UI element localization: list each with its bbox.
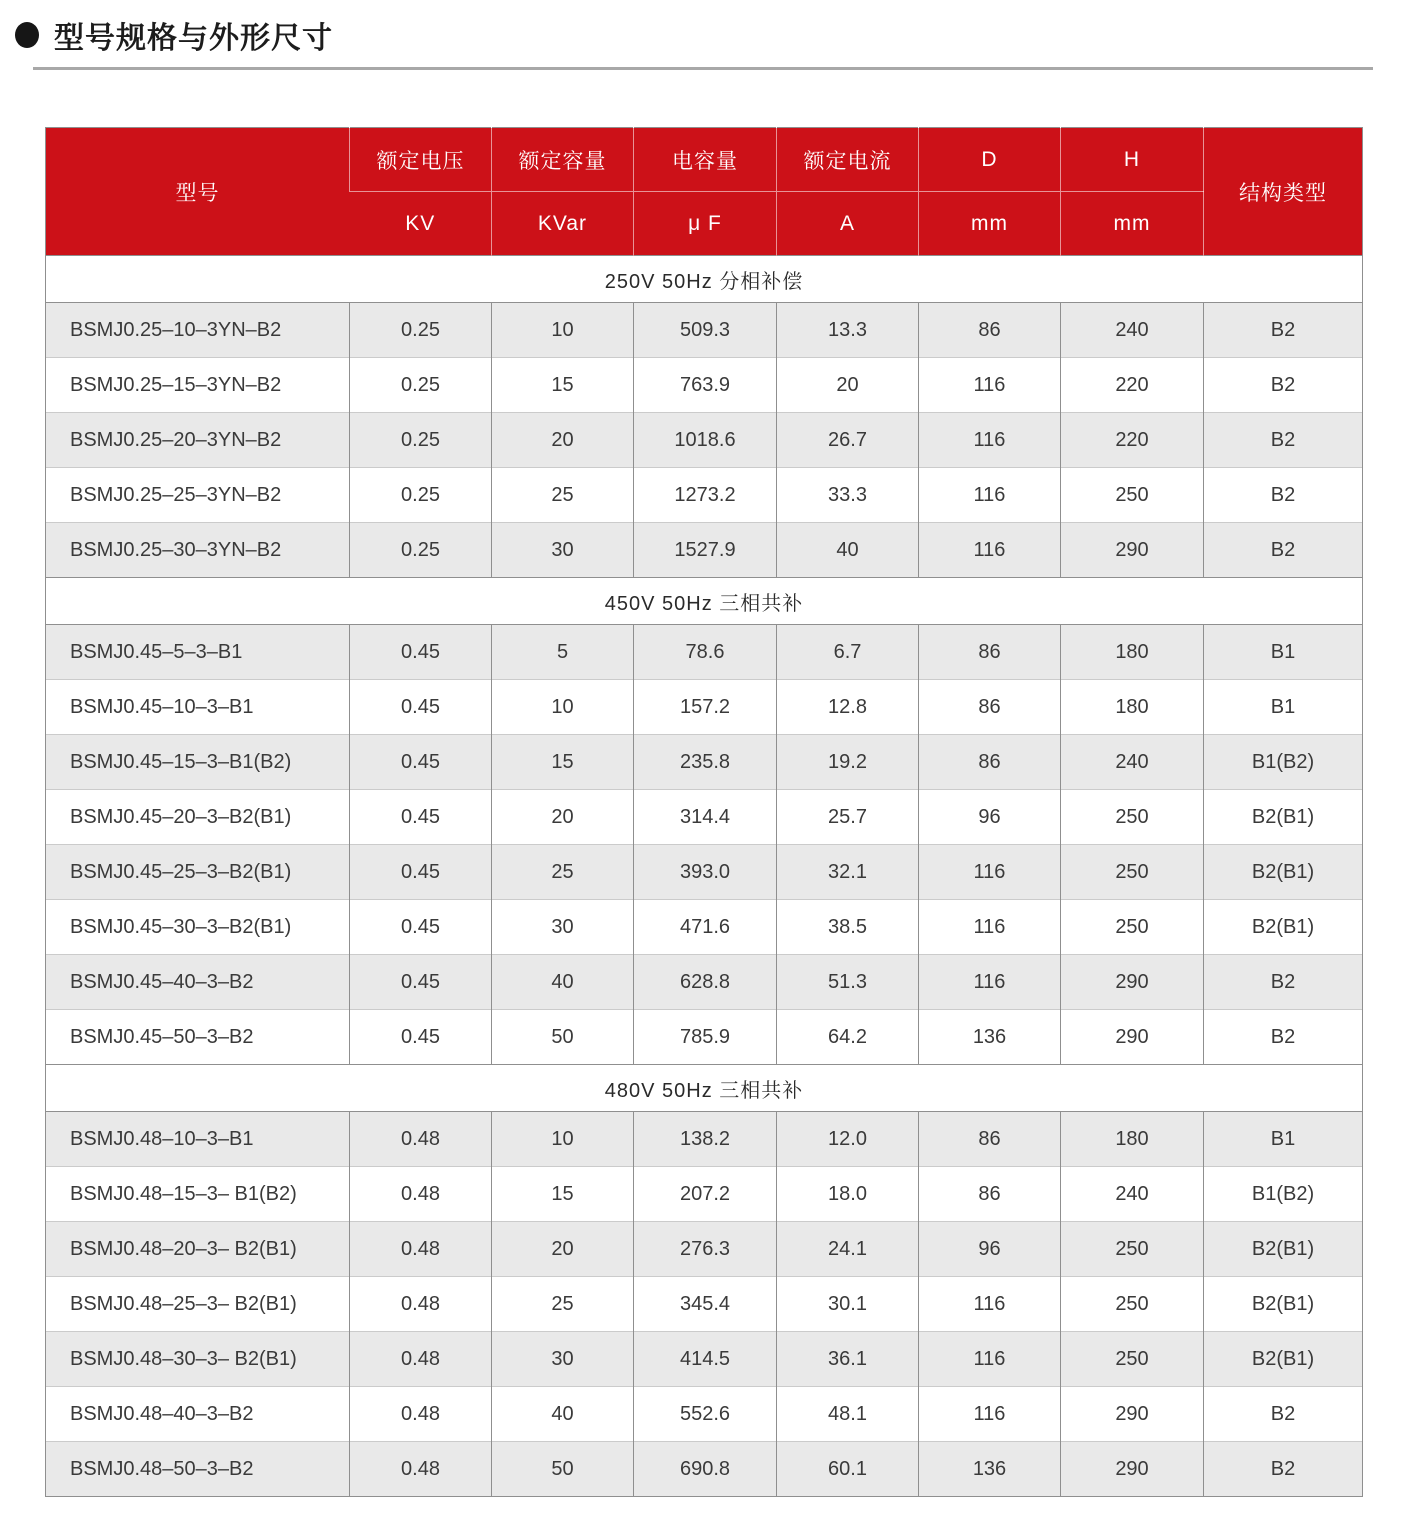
capacitance-cell: 690.8 — [634, 1442, 777, 1497]
model-cell: BSMJ0.45–50–3–B2 — [46, 1010, 350, 1065]
header-label: 额定电压 — [350, 128, 492, 192]
capacitance-cell: 235.8 — [634, 735, 777, 790]
capacitance-cell: 628.8 — [634, 955, 777, 1010]
capacitance-cell: 1018.6 — [634, 413, 777, 468]
structure-cell: B1(B2) — [1204, 735, 1363, 790]
diameter-cell: 86 — [919, 735, 1061, 790]
capacity-cell: 25 — [492, 1277, 634, 1332]
structure-cell: B2 — [1204, 1387, 1363, 1442]
diameter-cell: 116 — [919, 900, 1061, 955]
structure-cell: B1(B2) — [1204, 1167, 1363, 1222]
section-row — [46, 256, 1363, 303]
diameter-cell: 116 — [919, 358, 1061, 413]
voltage-cell: 0.25 — [350, 413, 492, 468]
header-label: H — [1061, 128, 1204, 192]
diameter-cell: 136 — [919, 1010, 1061, 1065]
diameter-cell: 86 — [919, 1112, 1061, 1167]
structure-cell: B2 — [1204, 468, 1363, 523]
capacity-cell: 50 — [492, 1442, 634, 1497]
model-cell: BSMJ0.25–10–3YN–B2 — [46, 303, 350, 358]
capacitance-cell: 509.3 — [634, 303, 777, 358]
structure-cell: B2 — [1204, 358, 1363, 413]
table-row — [46, 1442, 1363, 1497]
diameter-cell: 116 — [919, 955, 1061, 1010]
model-cell: BSMJ0.25–25–3YN–B2 — [46, 468, 350, 523]
table-row — [46, 1112, 1363, 1167]
capacity-cell: 25 — [492, 468, 634, 523]
structure-cell: B2(B1) — [1204, 1332, 1363, 1387]
voltage-cell: 0.45 — [350, 790, 492, 845]
section-row — [46, 578, 1363, 625]
current-cell: 38.5 — [777, 900, 919, 955]
bullet-icon — [15, 22, 39, 48]
model-cell: BSMJ0.25–15–3YN–B2 — [46, 358, 350, 413]
capacity-cell: 5 — [492, 625, 634, 680]
model-cell: BSMJ0.48–50–3–B2 — [46, 1442, 350, 1497]
table-row — [46, 955, 1363, 1010]
voltage-cell: 0.48 — [350, 1442, 492, 1497]
capacitance-cell: 763.9 — [634, 358, 777, 413]
header-unit: mm — [919, 192, 1061, 256]
diameter-cell: 116 — [919, 845, 1061, 900]
capacitance-cell: 552.6 — [634, 1387, 777, 1442]
structure-cell: B2(B1) — [1204, 790, 1363, 845]
height-cell: 250 — [1061, 845, 1204, 900]
capacity-cell: 15 — [492, 735, 634, 790]
capacitance-cell: 138.2 — [634, 1112, 777, 1167]
capacity-cell: 40 — [492, 955, 634, 1010]
height-cell: 180 — [1061, 1112, 1204, 1167]
structure-cell: B2 — [1204, 1442, 1363, 1497]
capacitance-cell: 471.6 — [634, 900, 777, 955]
current-cell: 18.0 — [777, 1167, 919, 1222]
height-cell: 290 — [1061, 1442, 1204, 1497]
diameter-cell: 116 — [919, 468, 1061, 523]
height-cell: 290 — [1061, 955, 1204, 1010]
header-label: 电容量 — [634, 128, 777, 192]
voltage-cell: 0.48 — [350, 1387, 492, 1442]
diameter-cell: 116 — [919, 1387, 1061, 1442]
model-cell: BSMJ0.45–30–3–B2(B1) — [46, 900, 350, 955]
voltage-cell: 0.45 — [350, 735, 492, 790]
current-cell: 60.1 — [777, 1442, 919, 1497]
header-row-labels — [46, 128, 1363, 192]
current-cell: 30.1 — [777, 1277, 919, 1332]
table-row — [46, 1387, 1363, 1442]
height-cell: 290 — [1061, 1010, 1204, 1065]
model-cell: BSMJ0.45–25–3–B2(B1) — [46, 845, 350, 900]
voltage-cell: 0.48 — [350, 1277, 492, 1332]
current-cell: 33.3 — [777, 468, 919, 523]
title-divider — [33, 67, 1373, 70]
table-row — [46, 303, 1363, 358]
model-cell: BSMJ0.48–30–3– B2(B1) — [46, 1332, 350, 1387]
capacity-cell: 25 — [492, 845, 634, 900]
table-row — [46, 523, 1363, 578]
table-row — [46, 1010, 1363, 1065]
current-cell: 12.8 — [777, 680, 919, 735]
table-row — [46, 790, 1363, 845]
capacity-cell: 10 — [492, 1112, 634, 1167]
height-cell: 240 — [1061, 303, 1204, 358]
voltage-cell: 0.25 — [350, 468, 492, 523]
diameter-cell: 86 — [919, 625, 1061, 680]
current-cell: 51.3 — [777, 955, 919, 1010]
table-body — [46, 256, 1363, 1497]
table-row — [46, 1222, 1363, 1277]
table-row — [46, 900, 1363, 955]
structure-cell: B2 — [1204, 413, 1363, 468]
capacity-cell: 40 — [492, 1387, 634, 1442]
voltage-cell: 0.45 — [350, 900, 492, 955]
capacity-cell: 20 — [492, 790, 634, 845]
header-label: 额定电流 — [777, 128, 919, 192]
capacitance-cell: 414.5 — [634, 1332, 777, 1387]
structure-cell: B2 — [1204, 955, 1363, 1010]
capacity-cell: 10 — [492, 303, 634, 358]
section-row — [46, 1065, 1363, 1112]
table-row — [46, 413, 1363, 468]
current-cell: 64.2 — [777, 1010, 919, 1065]
capacitance-cell: 78.6 — [634, 625, 777, 680]
header-unit: mm — [1061, 192, 1204, 256]
table-row — [46, 1277, 1363, 1332]
capacitance-cell: 393.0 — [634, 845, 777, 900]
height-cell: 250 — [1061, 900, 1204, 955]
voltage-cell: 0.25 — [350, 358, 492, 413]
model-cell: BSMJ0.45–20–3–B2(B1) — [46, 790, 350, 845]
table-row — [46, 680, 1363, 735]
current-cell: 24.1 — [777, 1222, 919, 1277]
page-title: 型号规格与外形尺寸 — [54, 22, 333, 55]
model-cell: BSMJ0.45–5–3–B1 — [46, 625, 350, 680]
structure-cell: B2(B1) — [1204, 845, 1363, 900]
capacity-cell: 20 — [492, 1222, 634, 1277]
current-cell: 36.1 — [777, 1332, 919, 1387]
model-cell: BSMJ0.48–15–3– B1(B2) — [46, 1167, 350, 1222]
header-model: 型号 — [46, 128, 350, 256]
voltage-cell: 0.25 — [350, 303, 492, 358]
current-cell: 48.1 — [777, 1387, 919, 1442]
voltage-cell: 0.48 — [350, 1167, 492, 1222]
header-label: 额定容量 — [492, 128, 634, 192]
diameter-cell: 116 — [919, 1332, 1061, 1387]
table-row — [46, 1332, 1363, 1387]
table-header — [46, 128, 1363, 256]
table-row — [46, 845, 1363, 900]
header-unit: A — [777, 192, 919, 256]
height-cell: 250 — [1061, 1332, 1204, 1387]
capacitance-cell: 1527.9 — [634, 523, 777, 578]
capacity-cell: 50 — [492, 1010, 634, 1065]
height-cell: 240 — [1061, 735, 1204, 790]
structure-cell: B1 — [1204, 1112, 1363, 1167]
model-cell: BSMJ0.45–10–3–B1 — [46, 680, 350, 735]
model-cell: BSMJ0.48–10–3–B1 — [46, 1112, 350, 1167]
section-title-row — [0, 0, 1405, 57]
capacitance-cell: 207.2 — [634, 1167, 777, 1222]
header-unit: μ F — [634, 192, 777, 256]
height-cell: 290 — [1061, 523, 1204, 578]
height-cell: 180 — [1061, 625, 1204, 680]
voltage-cell: 0.48 — [350, 1112, 492, 1167]
voltage-cell: 0.45 — [350, 1010, 492, 1065]
diameter-cell: 116 — [919, 523, 1061, 578]
table-row — [46, 735, 1363, 790]
structure-cell: B2 — [1204, 303, 1363, 358]
diameter-cell: 86 — [919, 303, 1061, 358]
model-cell: BSMJ0.48–40–3–B2 — [46, 1387, 350, 1442]
capacitance-cell: 345.4 — [634, 1277, 777, 1332]
current-cell: 26.7 — [777, 413, 919, 468]
height-cell: 290 — [1061, 1387, 1204, 1442]
capacity-cell: 15 — [492, 358, 634, 413]
table-row — [46, 358, 1363, 413]
voltage-cell: 0.48 — [350, 1222, 492, 1277]
diameter-cell: 116 — [919, 413, 1061, 468]
structure-cell: B2(B1) — [1204, 1222, 1363, 1277]
diameter-cell: 136 — [919, 1442, 1061, 1497]
height-cell: 250 — [1061, 1277, 1204, 1332]
structure-cell: B2 — [1204, 523, 1363, 578]
structure-cell: B1 — [1204, 680, 1363, 735]
voltage-cell: 0.45 — [350, 625, 492, 680]
current-cell: 12.0 — [777, 1112, 919, 1167]
height-cell: 250 — [1061, 468, 1204, 523]
voltage-cell: 0.45 — [350, 845, 492, 900]
header-unit: KV — [350, 192, 492, 256]
current-cell: 40 — [777, 523, 919, 578]
diameter-cell: 96 — [919, 790, 1061, 845]
structure-cell: B2(B1) — [1204, 900, 1363, 955]
capacity-cell: 30 — [492, 900, 634, 955]
voltage-cell: 0.45 — [350, 955, 492, 1010]
structure-cell: B2(B1) — [1204, 1277, 1363, 1332]
diameter-cell: 86 — [919, 680, 1061, 735]
structure-cell: B1 — [1204, 625, 1363, 680]
model-cell: BSMJ0.25–20–3YN–B2 — [46, 413, 350, 468]
header-label: D — [919, 128, 1061, 192]
voltage-cell: 0.25 — [350, 523, 492, 578]
header-structure: 结构类型 — [1204, 128, 1363, 256]
spec-table — [45, 127, 1363, 1497]
model-cell: BSMJ0.48–20–3– B2(B1) — [46, 1222, 350, 1277]
capacity-cell: 30 — [492, 1332, 634, 1387]
diameter-cell: 96 — [919, 1222, 1061, 1277]
capacity-cell: 30 — [492, 523, 634, 578]
current-cell: 25.7 — [777, 790, 919, 845]
voltage-cell: 0.48 — [350, 1332, 492, 1387]
table-row — [46, 468, 1363, 523]
height-cell: 240 — [1061, 1167, 1204, 1222]
section-title: 480V 50Hz 三相共补 — [46, 1065, 1363, 1112]
diameter-cell: 116 — [919, 1277, 1061, 1332]
capacity-cell: 20 — [492, 413, 634, 468]
height-cell: 180 — [1061, 680, 1204, 735]
height-cell: 220 — [1061, 413, 1204, 468]
current-cell: 6.7 — [777, 625, 919, 680]
capacity-cell: 15 — [492, 1167, 634, 1222]
height-cell: 220 — [1061, 358, 1204, 413]
structure-cell: B2 — [1204, 1010, 1363, 1065]
model-cell: BSMJ0.48–25–3– B2(B1) — [46, 1277, 350, 1332]
diameter-cell: 86 — [919, 1167, 1061, 1222]
current-cell: 19.2 — [777, 735, 919, 790]
capacity-cell: 10 — [492, 680, 634, 735]
height-cell: 250 — [1061, 790, 1204, 845]
capacitance-cell: 276.3 — [634, 1222, 777, 1277]
table-row — [46, 1167, 1363, 1222]
height-cell: 250 — [1061, 1222, 1204, 1277]
model-cell: BSMJ0.45–15–3–B1(B2) — [46, 735, 350, 790]
model-cell: BSMJ0.25–30–3YN–B2 — [46, 523, 350, 578]
current-cell: 20 — [777, 358, 919, 413]
table-row — [46, 625, 1363, 680]
capacitance-cell: 1273.2 — [634, 468, 777, 523]
header-unit: KVar — [492, 192, 634, 256]
capacitance-cell: 314.4 — [634, 790, 777, 845]
current-cell: 13.3 — [777, 303, 919, 358]
model-cell: BSMJ0.45–40–3–B2 — [46, 955, 350, 1010]
capacitance-cell: 785.9 — [634, 1010, 777, 1065]
capacitance-cell: 157.2 — [634, 680, 777, 735]
section-title: 450V 50Hz 三相共补 — [46, 578, 1363, 625]
current-cell: 32.1 — [777, 845, 919, 900]
voltage-cell: 0.45 — [350, 680, 492, 735]
section-title: 250V 50Hz 分相补偿 — [46, 256, 1363, 303]
